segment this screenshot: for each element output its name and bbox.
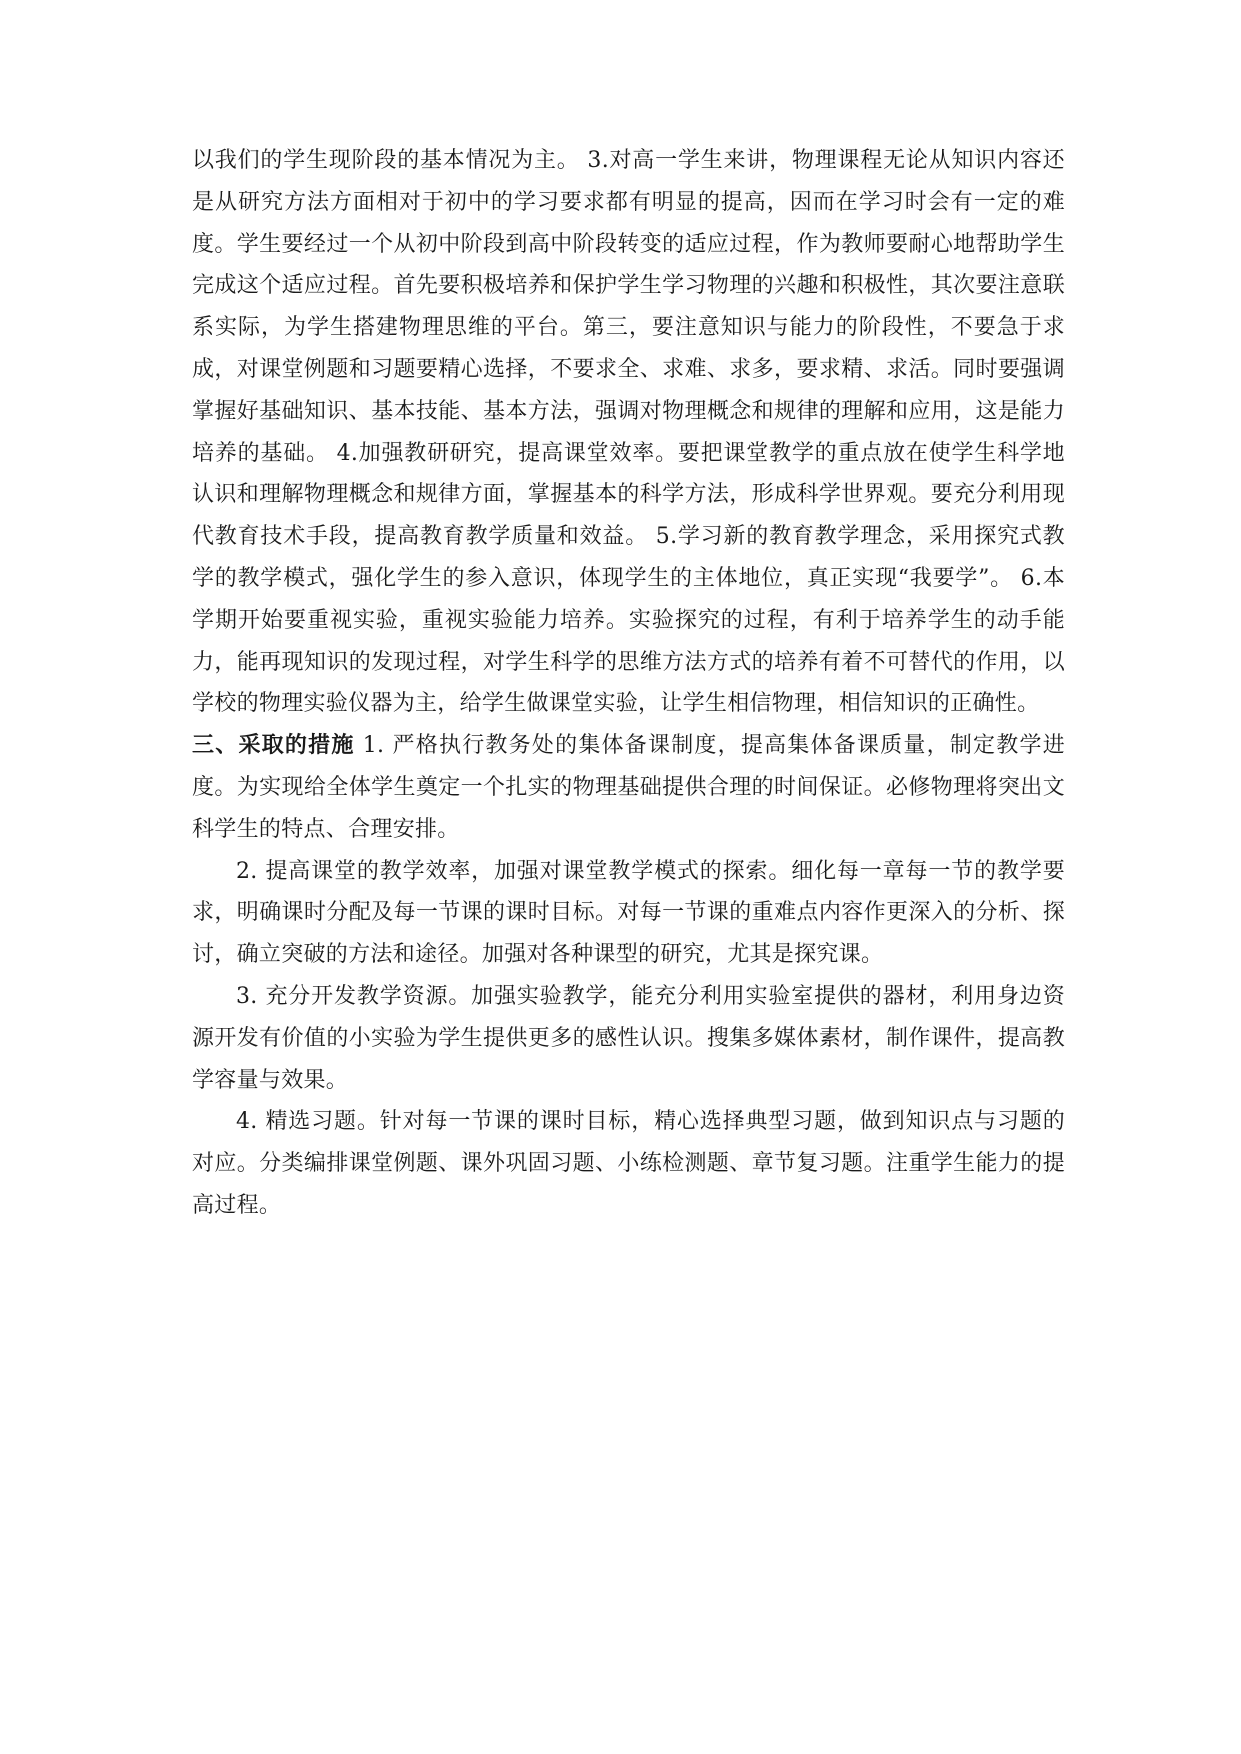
paragraph-measures-3: 3. 充分开发教学资源。加强实验教学，能充分利用实验室提供的器材，利用身边资源开发有价值的小实验为学生提供更多的感性认识。搜集多媒体素材，制作课件，提高教学容量与效果。 xyxy=(192,983,1065,1093)
paragraph-measures-4: 4. 精选习题。针对每一节课的课时目标，精心选择典型习题，做到知识点与习题的对应。分类编排课堂例题、课外巩固习题、小练检测题、章节复习题。注重学生能力的提高过程。 xyxy=(192,1109,1065,1218)
paragraph-measures-1 xyxy=(192,725,1065,850)
document-page xyxy=(192,140,1065,1227)
section-heading-measures: 三、采取的措施 xyxy=(192,732,355,759)
paragraph-goals-continued: 以我们的学生现阶段的基本情况为主。 3.对高一学生来讲，物理课程无论从知识内容还是从研究方法方面相对于初中的学习要求都有明显的提高，因而在学习时会有一定的难度。学生要经过一个从初中阶段到高中阶段转变的适应过程，作为教师要耐心地帮助学生完成这个适应过程。首先要积极培养和保护学生学习物理的兴趣和积极性，其次要注意联系实际，为学生搭建物理思维的平台。第三，要注意知识与能力的阶段性，不要急于求成，对课堂例题和习题要精心选择，不要求全、求难、求多，要求精、求活。同时要强调掌握好基础知识、基本技能、基本方法，强调对物理概念和规律的理解和应用，这是能力培养的基础。 4.加强教研研究，提高课堂效率。要把课堂教学的重点放在使学生科学地认识和理解物理概念和规律方面，掌握基本的科学方法，形成科学世界观。要充分利用现代教育技术手段，提高教育教学质量和效益。 5.学习新的教育教学理念，采用探究式教学的教学模式，强化学生的参入意识，体现学生的主体地位，真正实现“我要学”。 6.本学期开始要重视实验，重视实验能力培养。实验探究的过程，有利于培养学生的动手能力，能再现知识的发现过程，对学生科学的思维方法方式的培养有着不可替代的作用，以学校的物理实验仪器为主，给学生做课堂实验，让学生相信物理，相信知识的正确性。 xyxy=(192,148,1065,717)
measure-1-text: 1. 严格执行教务处的集体备课制度，提高集体备课质量，制定教学进度。为实现给全体学生奠定一个扎实的物理基础提供合理的时间保证。必修物理将突出文科学生的特点、合理安排。 xyxy=(192,733,1065,842)
paragraph-measures-2: 2. 提高课堂的教学效率，加强对课堂教学模式的探索。细化每一章每一节的教学要求，明确课时分配及每一节课的课时目标。对每一节课的重难点内容作更深入的分析、探讨，确立突破的方法和途径。加强对各种课型的研究，尤其是探究课。 xyxy=(192,858,1065,968)
